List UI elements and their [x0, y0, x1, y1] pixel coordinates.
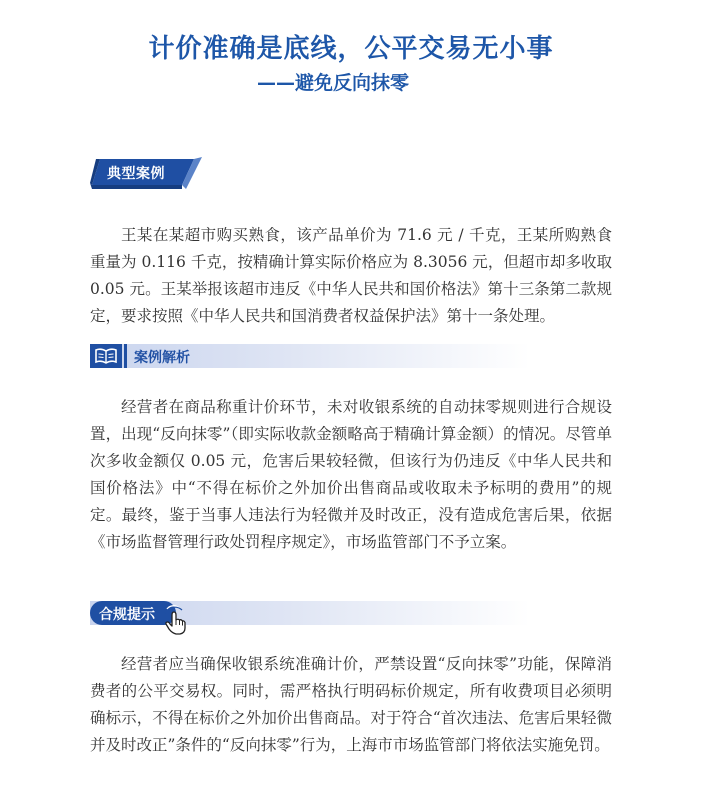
- divider: [124, 344, 127, 368]
- section-label: 合规提示: [99, 607, 155, 623]
- section-label: 典型案例: [107, 166, 165, 182]
- page-subtitle: ——避免反向抹零: [257, 72, 410, 94]
- section-header-case-analysis: [90, 344, 530, 368]
- section-label: 案例解析: [134, 350, 190, 366]
- section-header-typical-case: [90, 155, 202, 191]
- section-header-compliance-tip: [90, 601, 530, 625]
- compliance-paragraph: 经营者应当确保收银系统准确计价，严禁设置“反向抹零”功能，保障消费者的公平交易权。同时，需严格执行明码标价规定，所有收费项目必须明确标示，不得在标价之外加价出售商品。对于符合“首次违法、危害后果轻微并及时改正”条件的“反向抹零”行为，上海市市场监管部门将依法实施免罚。: [90, 655, 612, 754]
- open-book-icon: [90, 344, 122, 368]
- case-paragraph: 王某在某超市购买熟食，该产品单价为 71.6 元 / 千克，王某所购熟食重量为 0.116 千克，按精确计算实际价格应为 8.3056 元，但超市却多收取 0.05 元。王某举报该超市违反《中华人民共和国价格法》第十三条第二款规定，要求按照《中华人民共和国消费者权益保护法》第十一条处理。: [90, 226, 612, 325]
- page-title: 计价准确是底线，公平交易无小事: [148, 34, 554, 64]
- analysis-paragraph: 经营者在商品称重计价环节，未对收银系统的自动抹零规则进行合规设置，出现“反向抹零”（即实际收款金额略高于精确计算金额）的情况。尽管单次多收金额仅 0.05 元，危害后果较轻微，但该行为仍违反《中华人民共和国价格法》中“不得在标价之外加价出售商品或收取未予标明的费用”的规定。最终，鉴于当事人违法行为轻微并及时改正，没有造成危害后果，依据《市场监督管理行政处罚程序规定》，市场监管部门不予立案。: [90, 398, 612, 551]
- pointing-hand-icon: [164, 605, 186, 635]
